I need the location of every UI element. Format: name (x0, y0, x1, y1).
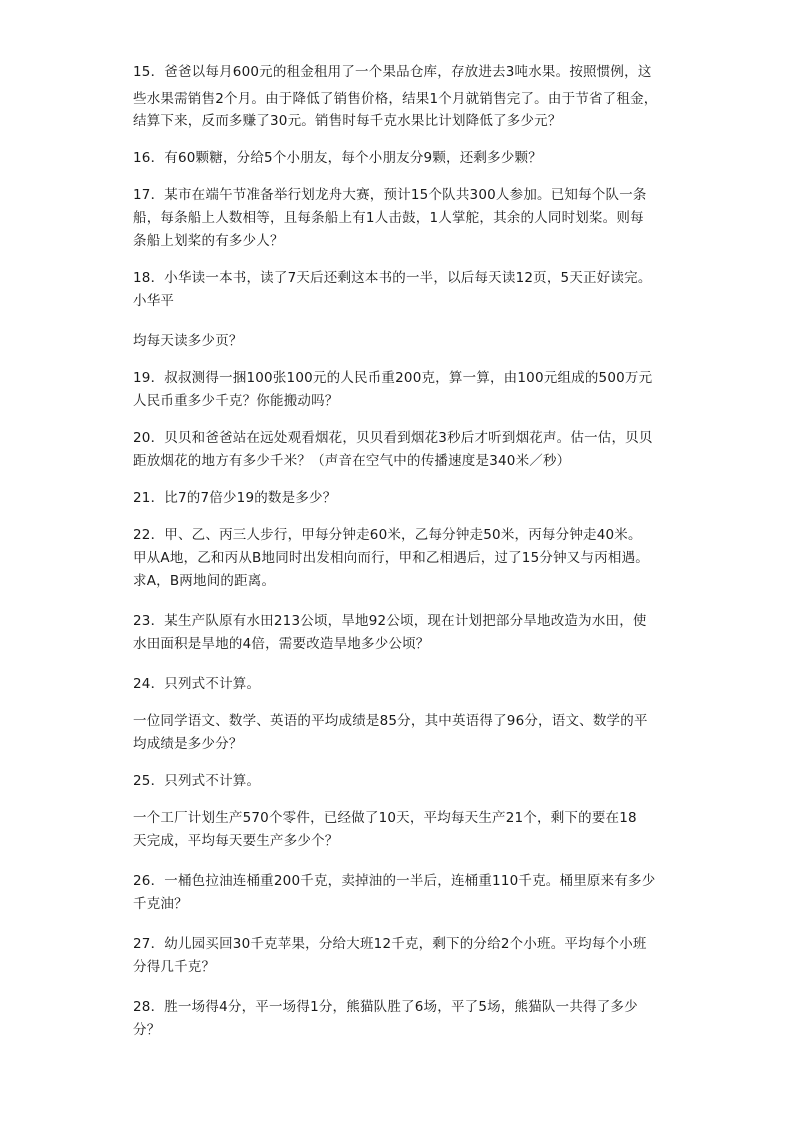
q25-line-2: 一个工厂计划生产570个零件，已经做了10天，平均每天生产21个，剩下的要在18 (133, 810, 637, 826)
q18-line-2: 小华平 (133, 293, 175, 309)
q22-line-2: 甲从A地，乙和丙从B地同时出发相向而行，甲和乙相遇后，过了15分钟又与丙相遇。 (133, 550, 649, 566)
q22-line-1: 22．甲、乙、丙三人步行，甲每分钟走60米，乙每分钟走50米，丙每分钟走40米。 (133, 527, 642, 543)
q15-line-1: 15．爸爸以每月600元的租金租用了一个果品仓库，存放进去3吨水果。按照惯例，这 (133, 64, 652, 80)
q26-line-1: 26．一桶色拉油连桶重200千克，卖掉油的一半后，连桶重110千克。桶里原来有多少 (133, 873, 656, 889)
q16-line-1: 16．有60颗糖，分给5个小朋友，每个小朋友分9颗，还剩多少颗？ (133, 150, 542, 166)
q23-line-1: 23．某生产队原有水田213公顷，旱地92公顷，现在计划把部分旱地改造为水田，使 (133, 613, 647, 629)
q18-line-1: 18．小华读一本书，读了7天后还剩这本书的一半，以后每天读12页，5天正好读完。 (133, 270, 652, 286)
q15-line-3: 结算下来，反而多赚了30元。销售时每千克水果比计划降低了多少元？ (133, 113, 562, 129)
q17-line-2: 船，每条船上人数相等，且每条船上有1人击鼓，1人掌舵，其余的人同时划桨。则每 (133, 210, 644, 226)
q17-line-3: 条船上划桨的有多少人？ (133, 233, 284, 249)
q15-line-2: 些水果需销售2个月。由于降低了销售价格，结果1个月就销售完了。由于节省了租金， (133, 91, 658, 107)
q19-line-2: 人民币重多少千克？你能搬动吗？ (133, 393, 339, 409)
q25-line-1: 25．只列式不计算。 (133, 773, 261, 789)
q28-line-1: 28．胜一场得4分，平一场得1分，熊猫队胜了6场，平了5场，熊猫队一共得了多少 (133, 999, 638, 1015)
q23-line-2: 水田面积是旱地的4倍，需要改造旱地多少公顷？ (133, 636, 430, 652)
q24-line-3: 均成绩是多少分？ (133, 736, 243, 752)
q18-line-3: 均每天读多少页？ (133, 333, 243, 349)
q17-line-1: 17．某市在端午节准备举行划龙舟大赛，预计15个队共300人参加。已知每个队一条 (133, 187, 647, 203)
q20-line-2: 距放烟花的地方有多少千米？（声音在空气中的传播速度是340米／秒） (133, 453, 571, 469)
q25-line-3: 天完成，平均每天要生产多少个？ (133, 833, 339, 849)
q28-line-2: 分？ (133, 1022, 161, 1038)
q27-line-1: 27．幼儿园买回30千克苹果，分给大班12千克，剩下的分给2个小班。平均每个小班 (133, 936, 647, 952)
q24-line-2: 一位同学语文、数学、英语的平均成绩是85分，其中英语得了96分，语文、数学的平 (133, 713, 648, 729)
q26-line-2: 千克油？ (133, 896, 188, 912)
q21-line-1: 21．比7的7倍少19的数是多少？ (133, 490, 337, 506)
q24-line-1: 24．只列式不计算。 (133, 676, 261, 692)
q22-line-3: 求A，B两地间的距离。 (133, 573, 276, 589)
q27-line-2: 分得几千克？ (133, 959, 216, 975)
q19-line-1: 19．叔叔测得一捆100张100元的人民币重200克，算一算，由100元组成的500万元 (133, 370, 653, 386)
q20-line-1: 20．贝贝和爸爸站在远处观看烟花，贝贝看到烟花3秒后才听到烟花声。估一估，贝贝 (133, 430, 653, 446)
